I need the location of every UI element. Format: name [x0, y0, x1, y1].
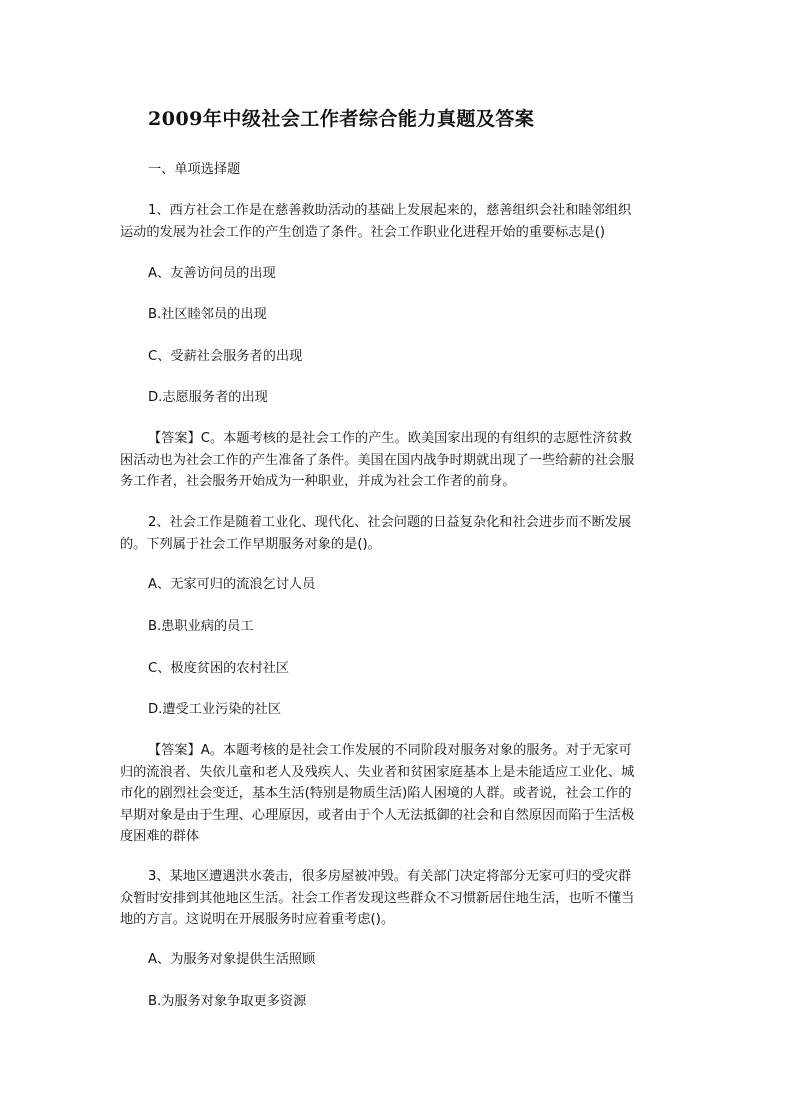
q1-option-d: D.志愿服务者的出现 — [148, 390, 268, 405]
q2-answer — [120, 740, 676, 848]
q2-option-d: D.遭受工业污染的社区 — [148, 702, 282, 717]
question-3 — [120, 866, 676, 931]
question-2-line-1: 2、社会工作是随着工业化、现代化、社会问题的日益复杂化和社会进步而不断发展 — [148, 515, 632, 530]
q3-option-a: A、为服务对象提供生活照顾 — [148, 952, 316, 967]
q1-answer-line-2: 困活动也为社会工作的产生准备了条件。美国在国内战争时期就出现了一些给薪的社会服 — [120, 452, 635, 468]
q1-option-b: B.社区睦邻员的出现 — [148, 307, 267, 322]
question-2 — [120, 512, 676, 555]
question-1-line-2: 运动的发展为社会工作的产生创造了条件。社会工作职业化进程开始的重要标志是() — [120, 224, 606, 240]
q2-answer-line-5: 度困难的群体 — [120, 829, 200, 844]
question-3-line-2: 众暂时安排到其他地区生活。社会工作者发现这些群众不习惯新居住地生活，也听不懂当 — [120, 890, 635, 906]
q1-option-a: A、友善访问员的出现 — [148, 266, 276, 281]
section-heading: 一、单项选择题 — [148, 162, 241, 177]
document-title: 2009年中级社会工作者综合能力真题及答案 — [148, 108, 535, 130]
question-3-line-1: 3、某地区遭遇洪水袭击，很多房屋被冲毁。有关部门决定将部分无家可归的受灾群 — [148, 869, 632, 884]
question-1-line-1: 1、西方社会工作是在慈善救助活动的基础上发展起来的，慈善组织会社和睦邻组织 — [148, 203, 632, 218]
q2-answer-line-3: 市化的剧烈社会变迁，基本生活(特别是物质生活)陷人困境的人群。或者说，社会工作的 — [120, 786, 632, 801]
question-3-line-3: 地的方言。这说明在开展服务时应着重考虑()。 — [120, 912, 395, 927]
q1-answer — [120, 428, 676, 493]
q1-option-c: C、受薪社会服务者的出现 — [148, 349, 303, 364]
q2-option-b: B.患职业病的员工 — [148, 619, 254, 634]
q3-option-b: B.为服务对象争取更多资源 — [148, 994, 307, 1009]
q2-option-c: C、极度贫困的农村社区 — [148, 661, 290, 676]
q2-answer-line-4: 早期对象是由于生理、心理原因，或者由于个人无法抵御的社会和自然原因而陷于生活极 — [120, 807, 635, 823]
q1-answer-line-3: 务工作者，社会服务开始成为一种职业，并成为社会工作者的前身。 — [120, 474, 516, 489]
q1-answer-line-1: 【答案】C。本题考核的是社会工作的产生。欧美国家出现的有组织的志愿性济贫救 — [148, 431, 632, 446]
q2-answer-line-1: 【答案】A。本题考核的是社会工作发展的不同阶段对服务对象的服务。对于无家可 — [148, 743, 632, 758]
question-2-line-2: 的。下列属于社会工作早期服务对象的是()。 — [120, 536, 381, 552]
q2-answer-line-2: 归的流浪者、失依儿童和老人及残疾人、失业者和贫困家庭基本上是未能适应工业化、城 — [120, 764, 635, 780]
question-1 — [120, 200, 676, 243]
q2-option-a: A、无家可归的流浪乞讨人员 — [148, 577, 316, 592]
